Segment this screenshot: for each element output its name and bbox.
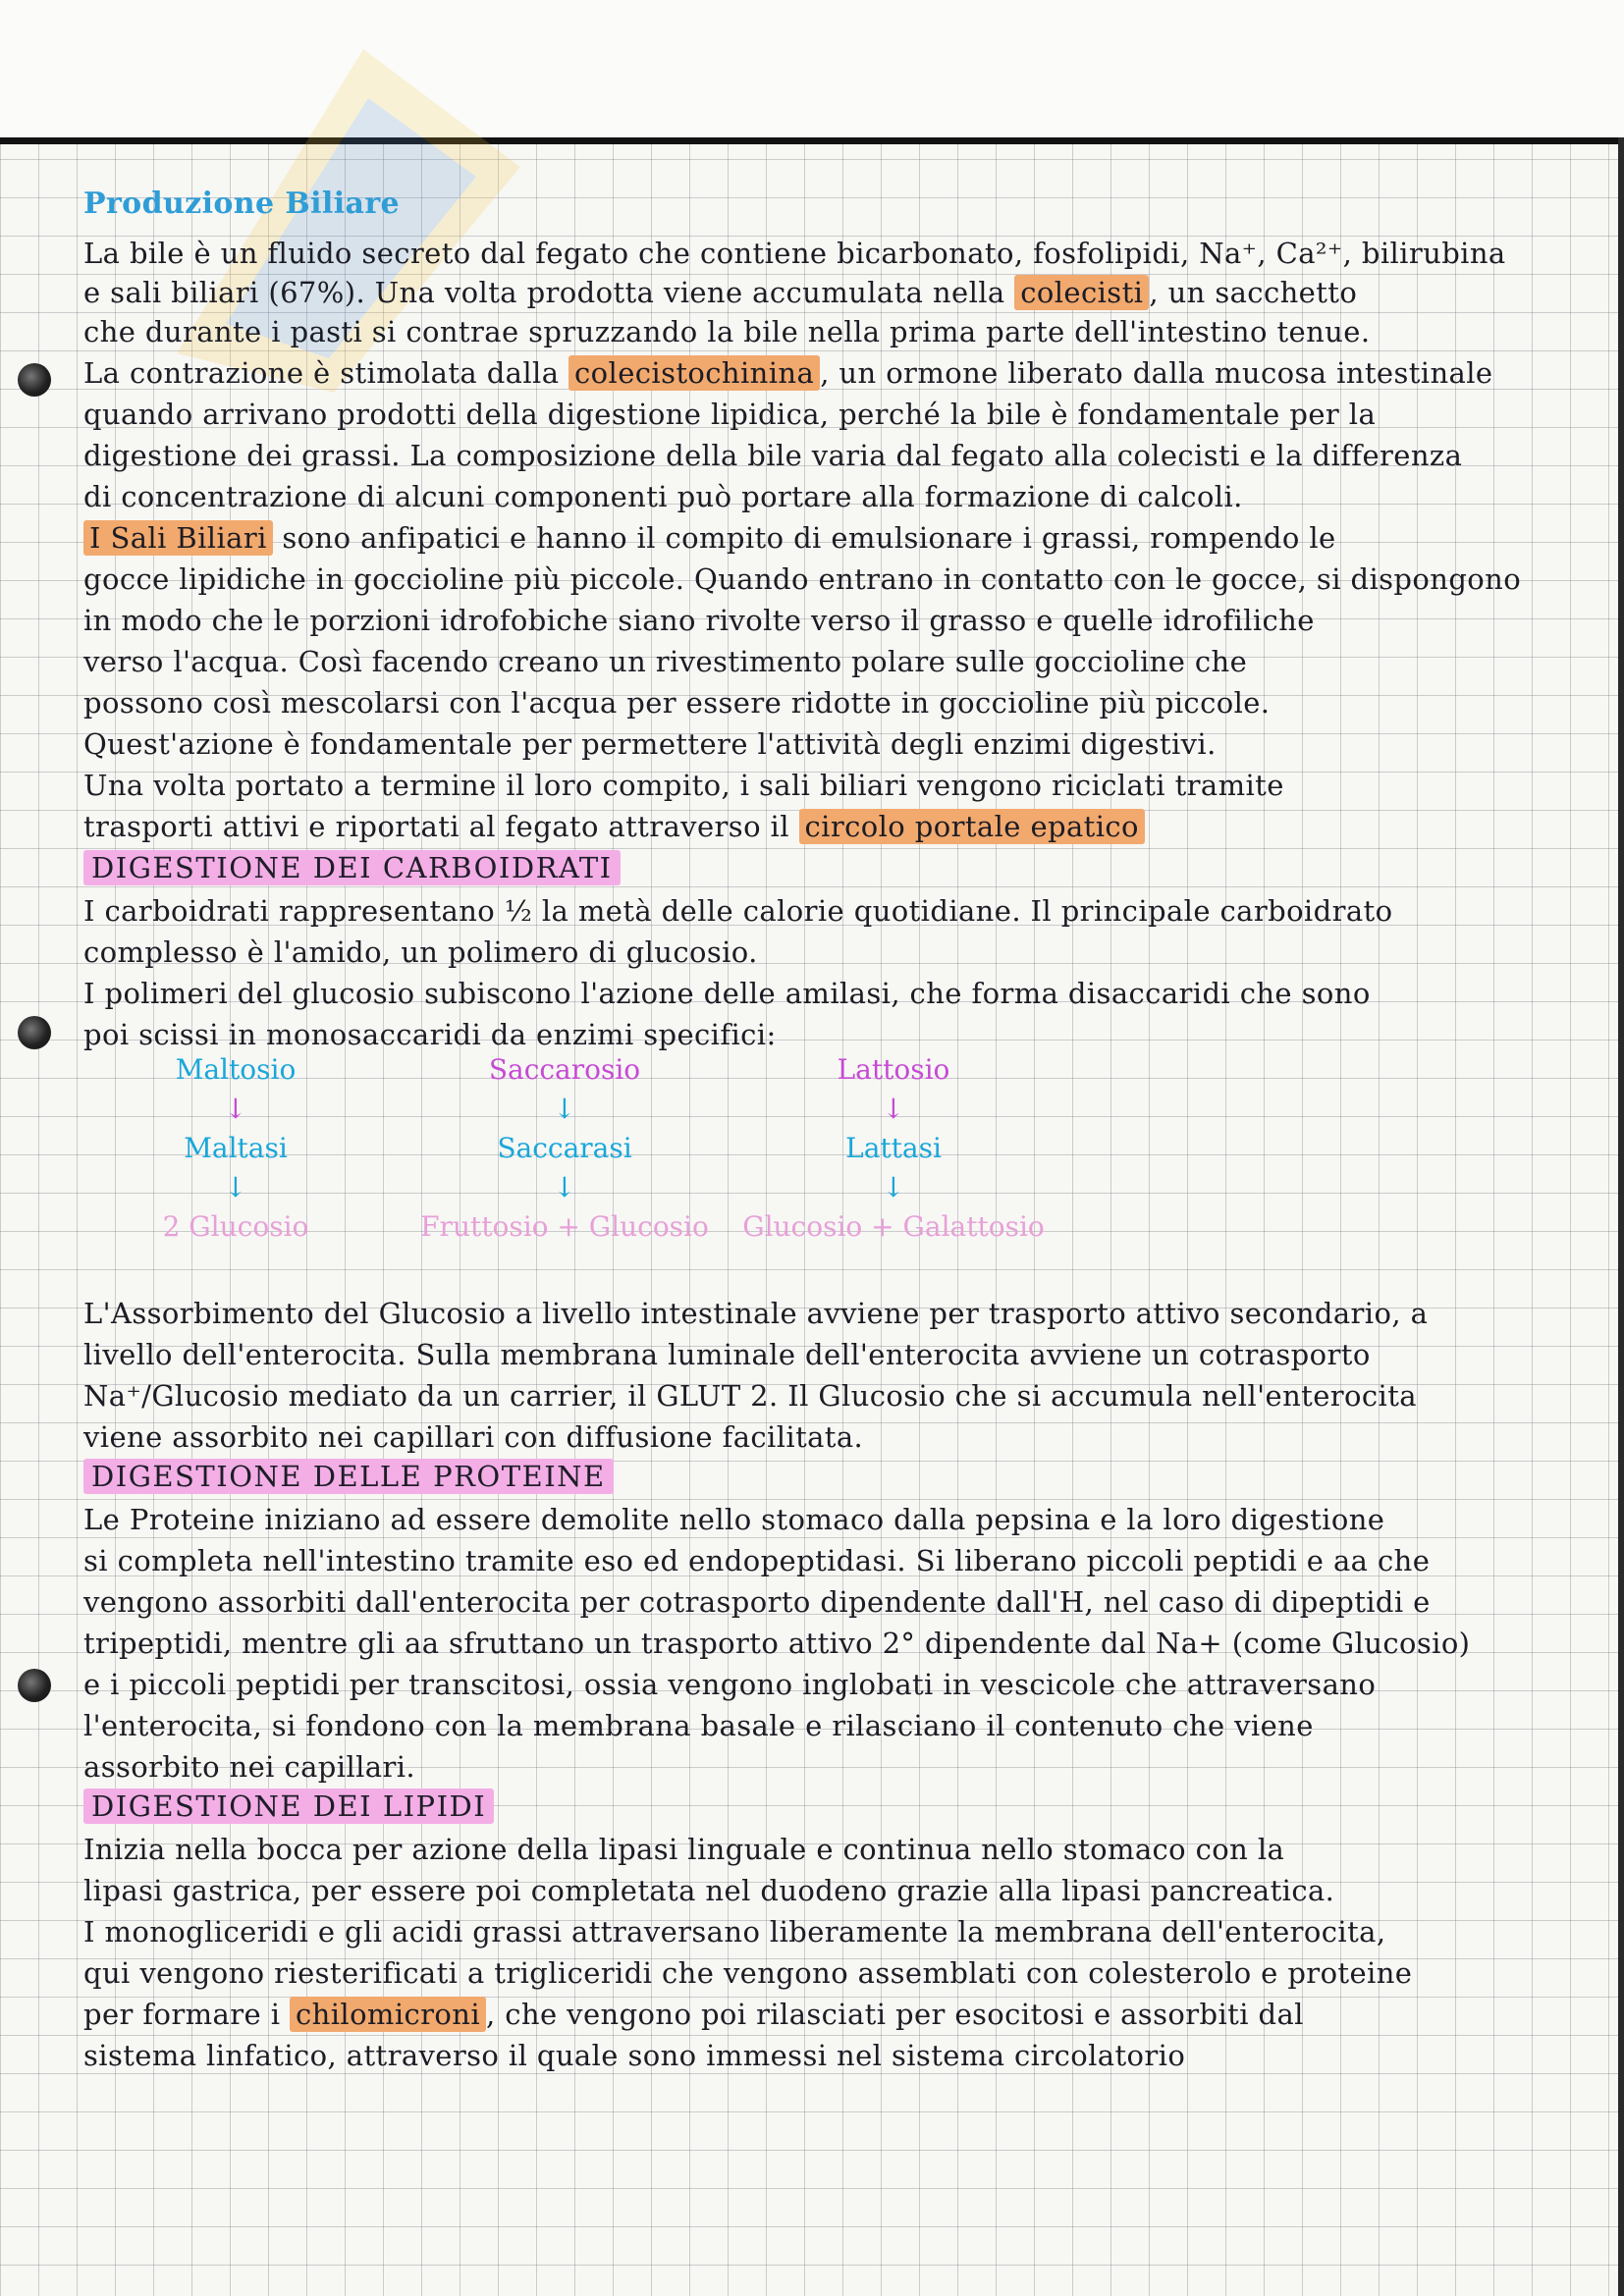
text-line: sistema linfatico, attraverso il quale sono immessi nel sistema circolatorio — [83, 2039, 1186, 2072]
text-line: trasporti attivi e riportati al fegato attraverso il circolo portale epatico — [83, 809, 1145, 844]
highlight-sali-biliari: I Sali Biliari — [83, 520, 273, 556]
text-line: digestione dei grassi. La composizione della bile varia dal fegato alla colecisti e la differenza — [83, 439, 1463, 472]
binder-hole-icon — [18, 1016, 51, 1049]
text-line: viene assorbito nei capillari con diffusione facilitata. — [83, 1420, 864, 1454]
text-line: qui vengono riesterificati a trigliceridi che vengono assemblati con colesterolo e proteine — [83, 1956, 1413, 1990]
arrow-down-icon: ↓ — [882, 1093, 905, 1125]
enzyme-label: Saccarasi — [497, 1132, 632, 1164]
text-line: assorbito nei capillari. — [83, 1750, 416, 1784]
text-line: L'Assorbimento del Glucosio a livello intestinale avviene per trasporto attivo secondario, a — [83, 1297, 1429, 1330]
binder-hole-icon — [18, 363, 51, 397]
arrow-down-icon: ↓ — [553, 1171, 576, 1203]
highlight-colecistochinina: colecistochinina — [568, 355, 820, 391]
enzyme-label: Maltasi — [184, 1132, 288, 1164]
arrow-down-icon: ↓ — [553, 1093, 576, 1125]
text-line: possono così mescolarsi con l'acqua per essere ridotte in goccioline più piccole. — [83, 686, 1271, 720]
page-top-margin — [0, 0, 1624, 137]
text-line: gocce lipidiche in goccioline più piccole. Quando entrano in contatto con le gocce, si dispongono — [83, 562, 1522, 596]
text-line: di concentrazione di alcuni componenti può portare alla formazione di calcoli. — [83, 480, 1243, 513]
highlight-chilomicroni: chilomicroni — [290, 1997, 486, 2032]
text-line: livello dell'enterocita. Sulla membrana luminale dell'enterocita avviene un cotrasporto — [83, 1338, 1371, 1371]
text-line: La contrazione è stimolata dalla colecistochinina , un ormone liberato dalla mucosa intestinale — [83, 356, 1493, 390]
text-line: quando arrivano prodotti della digestione lipidica, perché la bile è fondamentale per la — [83, 398, 1377, 431]
text-line: I monogliceridi e gli acidi grassi attraversano liberamente la membrana dell'enterocita, — [83, 1915, 1386, 1949]
text-line: I carboidrati rappresentano ½ la metà delle calorie quotidiane. Il principale carboidrato — [83, 894, 1393, 928]
text-line: I Sali Biliari sono anfipatici e hanno il compito di emulsionare i grassi, rompendo le — [83, 520, 1336, 556]
text-line: verso l'acqua. Così facendo creano un rivestimento polare sulle goccioline che — [83, 645, 1248, 678]
product-label: Glucosio + Galattosio — [742, 1210, 1045, 1243]
text-line: vengono assorbiti dall'enterocita per cotrasporto dipendente dall'H, nel caso di dipeptidi e — [83, 1585, 1431, 1619]
product-label: 2 Glucosio — [162, 1210, 309, 1243]
text-line: tripeptidi, mentre gli aa sfruttano un trasporto attivo 2° dipendente dal Na+ (come Glucosio) — [83, 1627, 1471, 1660]
text-line: poi scissi in monosaccaridi da enzimi specifici: — [83, 1018, 777, 1051]
section-title-bile: Produzione Biliare — [83, 187, 401, 221]
text-line: Na⁺/Glucosio mediato da un carrier, il GLUT 2. Il Glucosio che si accumula nell'enterocita — [83, 1379, 1417, 1413]
sugar-label: Saccarosio — [488, 1053, 641, 1086]
text-line: complesso è l'amido, un polimero di glucosio. — [83, 935, 758, 969]
text-line: I polimeri del glucosio subiscono l'azione delle amilasi, che forma disaccaridi che sono — [83, 977, 1371, 1010]
section-title-lipids: DIGESTIONE DEI LIPIDI — [83, 1789, 494, 1824]
text-line: Le Proteine iniziano ad essere demolite nello stomaco dalla pepsina e la loro digestione — [83, 1503, 1385, 1536]
text-line: Una volta portato a termine il loro compito, i sali biliari vengono riciclati tramite — [83, 769, 1284, 802]
text-line: Quest'azione è fondamentale per permettere l'attività degli enzimi digestivi. — [83, 727, 1217, 761]
text-line: in modo che le porzioni idrofobiche siano rivolte verso il grasso e quelle idrofiliche — [83, 604, 1315, 637]
sugar-label: Lattosio — [837, 1053, 950, 1086]
text-line: e sali biliari (67%). Una volta prodotta viene accumulata nella colecisti , un sacchetto — [83, 276, 1358, 309]
page-top-edge — [0, 137, 1624, 144]
text-line: l'enterocita, si fondono con la membrana basale e rilasciano il contenuto che viene — [83, 1709, 1314, 1742]
text-line: per formare i chilomicroni , che vengono poi rilasciati per esocitosi e assorbiti dal — [83, 1998, 1304, 2031]
sugar-label: Maltosio — [175, 1053, 297, 1086]
binder-hole-icon — [18, 1669, 51, 1702]
text-line: lipasi gastrica, per essere poi completata nel duodeno grazie alla lipasi pancreatica. — [83, 1874, 1335, 1907]
section-title-carbs: DIGESTIONE DEI CARBOIDRATI — [83, 850, 621, 885]
highlight-circolo-portale: circolo portale epatico — [799, 809, 1145, 844]
page-right-edge — [1618, 137, 1624, 2296]
arrow-down-icon: ↓ — [882, 1171, 905, 1203]
enzyme-chain-lactose — [731, 1050, 1056, 1247]
text-line: Inizia nella bocca per azione della lipasi linguale e continua nello stomaco con la — [83, 1833, 1285, 1866]
arrow-down-icon: ↓ — [224, 1093, 247, 1125]
highlight-colecisti: colecisti — [1014, 275, 1149, 310]
text-line: che durante i pasti si contrae spruzzando la bile nella prima parte dell'intestino tenue. — [83, 315, 1371, 348]
enzyme-chain-maltose — [74, 1050, 398, 1247]
arrow-down-icon: ↓ — [224, 1171, 247, 1203]
enzyme-chain-sucrose — [403, 1050, 727, 1247]
enzyme-label: Lattasi — [845, 1132, 942, 1164]
product-label: Fruttosio + Glucosio — [420, 1210, 709, 1243]
text-line: si completa nell'intestino tramite eso ed endopeptidasi. Si liberano piccoli peptidi e aa che — [83, 1544, 1431, 1577]
text-line: e i piccoli peptidi per transcitosi, ossia vengono inglobati in vescicole che attraversano — [83, 1668, 1377, 1701]
section-title-proteins: DIGESTIONE DELLE PROTEINE — [83, 1459, 614, 1494]
text-line: La bile è un fluido secreto dal fegato che contiene bicarbonato, fosfolipidi, Na⁺, Ca²⁺, bilirubina — [83, 237, 1506, 270]
